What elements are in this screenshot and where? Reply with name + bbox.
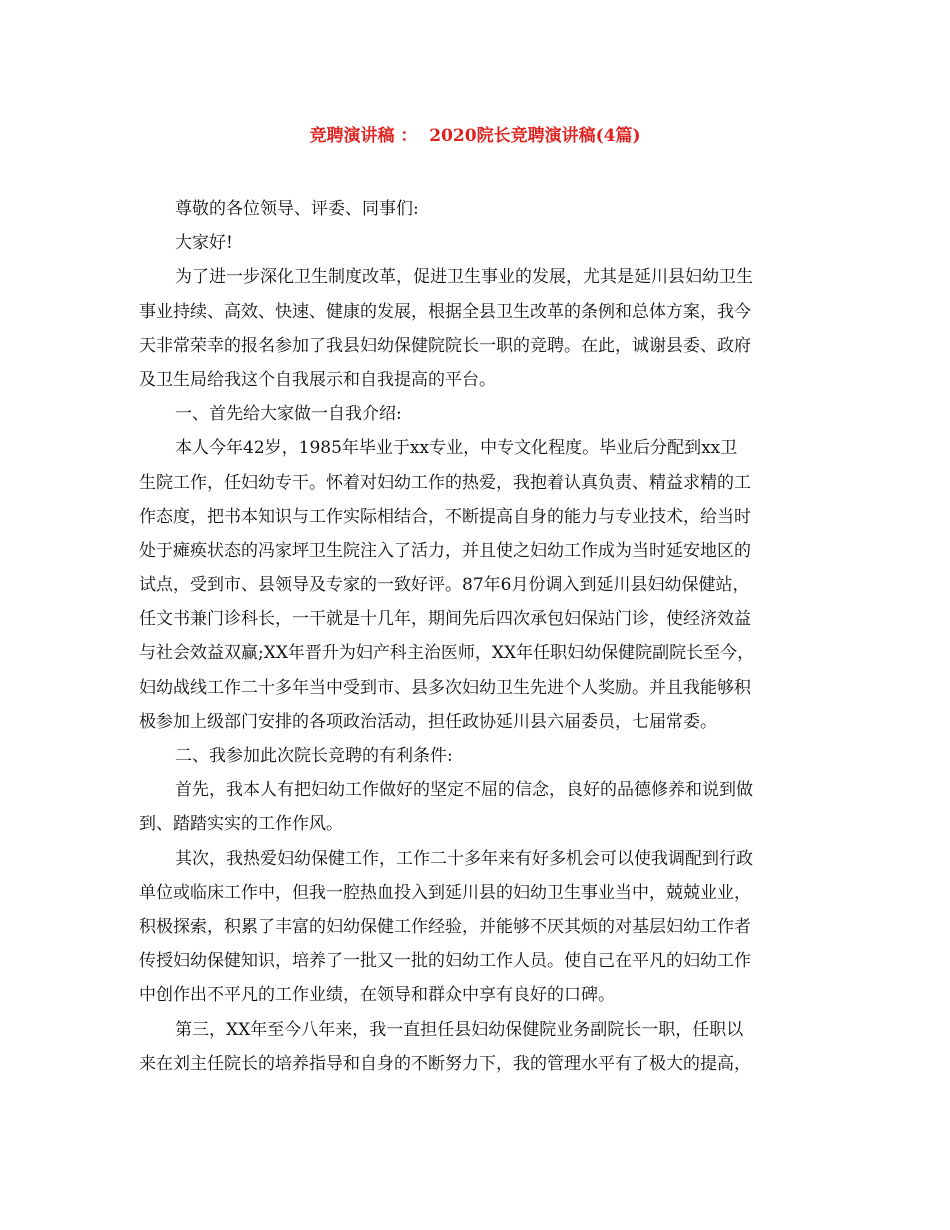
- text-line: 任文书兼门诊科长，一干就是十几年，期间先后四次承包妇保站门诊，使经济效益: [139, 609, 751, 630]
- text-line: 妇幼战线工作二十多年当中受到市、县多次妇幼卫生先进个人奖励。并且我能够积: [139, 677, 751, 698]
- text-line: 本人今年42岁，1985年毕业于xx专业，中专文化程度。毕业后分配到xx卫: [175, 438, 738, 459]
- text-line: 处于瘫痪状态的冯家坪卫生院注入了活力，并且使之妇幼工作成为当时延安地区的: [139, 540, 751, 561]
- text-line: 作态度，把书本知识与工作实际相结合，不断提高自身的能力与专业技术，给当时: [139, 506, 751, 527]
- text-line: 到、踏踏实实的工作作风。: [139, 814, 343, 835]
- text-line: 单位或临床工作中，但我一腔热血投入到延川县的妇幼卫生事业当中，兢兢业业，: [139, 882, 751, 903]
- document-body: [139, 192, 835, 1081]
- text-line: 与社会效益双赢;XX年晋升为妇产科主治医师，XX年任职妇幼保健院副院长至今，: [139, 643, 755, 664]
- text-line: 来在刘主任院长的培养指导和自身的不断努力下，我的管理水平有了极大的提高，: [139, 1053, 751, 1074]
- text-line: 极参加上级部门安排的各项政治活动，担任政协延川县六届委员，七届常委。: [139, 711, 717, 732]
- text-line: 一、首先给大家做一自我介绍:: [175, 404, 402, 425]
- text-line: 传授妇幼保健知识，培养了一批又一批的妇幼工作人员。使自己在平凡的妇幼工作: [139, 951, 751, 972]
- text-line: 天非常荣幸的报名参加了我县妇幼保健院院长一职的竞聘。在此，诚谢县委、政府: [139, 335, 751, 356]
- text-line: 尊敬的各位领导、评委、同事们:: [175, 199, 419, 219]
- text-line: 为了进一步深化卫生制度改革，促进卫生事业的发展，尤其是延川县妇幼卫生: [175, 267, 753, 288]
- text-line: 二、我参加此次院长竞聘的有利条件:: [175, 746, 453, 766]
- text-line: 积极探索，积累了丰富的妇幼保健工作经验，并能够不厌其烦的对基层妇幼工作者: [139, 916, 751, 937]
- text-line: 大家好!: [175, 233, 233, 254]
- text-line: 第三，XX年至今八年来，我一直担任县妇幼保健院业务副院长一职，任职以: [175, 1019, 744, 1040]
- text-line: 及卫生局给我这个自我展示和自我提高的平台。: [139, 369, 496, 390]
- text-line: 试点，受到市、县领导及专家的一致好评。87年6月份调入到延川县妇幼保健站，: [139, 575, 750, 596]
- text-line: 其次，我热爱妇幼保健工作，工作二十多年来有好多机会可以使我调配到行政: [175, 848, 753, 869]
- document-title: 竞聘演讲稿 ： 2020院长竞聘演讲稿(4篇): [309, 126, 641, 146]
- text-line: 首先，我本人有把妇幼工作做好的坚定不屈的信念，良好的品德修养和说到做: [175, 780, 753, 801]
- text-line: 事业持续、高效、快速、健康的发展，根据全县卫生改革的条例和总体方案，我今: [139, 301, 751, 322]
- text-line: 生院工作，任妇幼专干。怀着对妇幼工作的热爱，我抱着认真负责、精益求精的工: [139, 472, 751, 493]
- text-line: 中创作出不平凡的工作业绩，在领导和群众中享有良好的口碑。: [139, 985, 615, 1006]
